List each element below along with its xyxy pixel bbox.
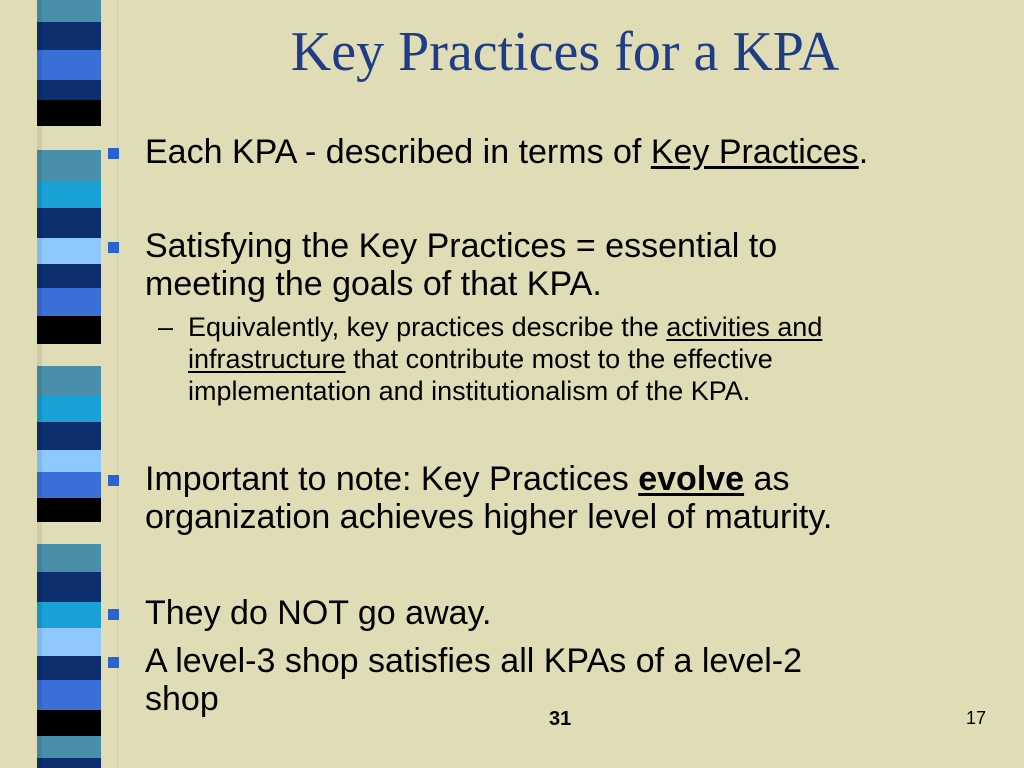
square-bullet-icon — [108, 657, 119, 668]
stripe-block — [37, 238, 101, 264]
stripe-block — [37, 628, 101, 656]
stripe-block — [37, 572, 101, 602]
dash-bullet: – — [158, 312, 174, 342]
square-bullet-icon — [108, 475, 119, 486]
stripe-block — [37, 736, 101, 758]
page-number: 17 — [966, 708, 987, 728]
stripe-block — [37, 0, 101, 22]
square-bullet-icon — [108, 242, 119, 253]
stripe-block — [37, 710, 101, 736]
stripe-block — [37, 602, 101, 628]
stripe-block — [37, 316, 101, 344]
stripe-block — [37, 396, 101, 422]
activities-link[interactable]: activities and — [666, 312, 823, 342]
infrastructure-link[interactable]: infrastructure — [188, 344, 346, 374]
stripe-block — [37, 544, 101, 572]
slide-title: Key Practices for a KPA — [290, 21, 840, 83]
bullet-item-1: Each KPA - described in terms of Key Practices. — [145, 133, 995, 171]
footer-slide-label: 31 — [549, 708, 572, 730]
bullet-item-2: Satisfying the Key Practices = essential to meeting the goals of that KPA. — [145, 227, 995, 303]
stripe-block — [37, 50, 101, 80]
stripe-block — [37, 680, 101, 710]
stripe-block — [37, 472, 101, 498]
sub-bullet: – Equivalently, key practices describe the activities and infrastructure that contribute most to the effective implementation and institutionalism of the KPA. — [158, 312, 823, 406]
stripe-block — [37, 758, 101, 768]
decorative-stripe-bar — [0, 0, 118, 768]
stripe-block — [37, 522, 101, 544]
stripe-block — [37, 264, 101, 288]
bullet-item-5: A level-3 shop satisfies all KPAs of a level-2 shop — [145, 642, 995, 718]
stripe-block — [37, 208, 101, 238]
stripe-block — [37, 150, 101, 182]
stripe-block — [37, 450, 101, 472]
square-bullet-icon — [108, 148, 119, 159]
stripe-block — [37, 498, 101, 522]
stripe-block — [37, 182, 101, 208]
stripe-block — [37, 422, 101, 450]
stripe-block — [37, 656, 101, 680]
stripe-block — [37, 366, 101, 396]
bullet-item-3: Important to note: Key Practices evolve as organization achieves higher level of maturity. — [145, 460, 995, 536]
stripe-block — [37, 100, 101, 126]
stripe-shadow — [37, 0, 42, 768]
stripe-block — [37, 126, 101, 150]
key-practices-link[interactable]: Key Practices — [650, 133, 859, 171]
stripe-block — [37, 288, 101, 316]
bullet-item-4: They do NOT go away. — [145, 594, 995, 632]
stripe-block — [37, 22, 101, 50]
stripe-block — [37, 80, 101, 100]
evolve-emphasis: evolve — [638, 460, 745, 498]
square-bullet-icon — [108, 609, 119, 620]
stripe-block — [37, 344, 101, 366]
